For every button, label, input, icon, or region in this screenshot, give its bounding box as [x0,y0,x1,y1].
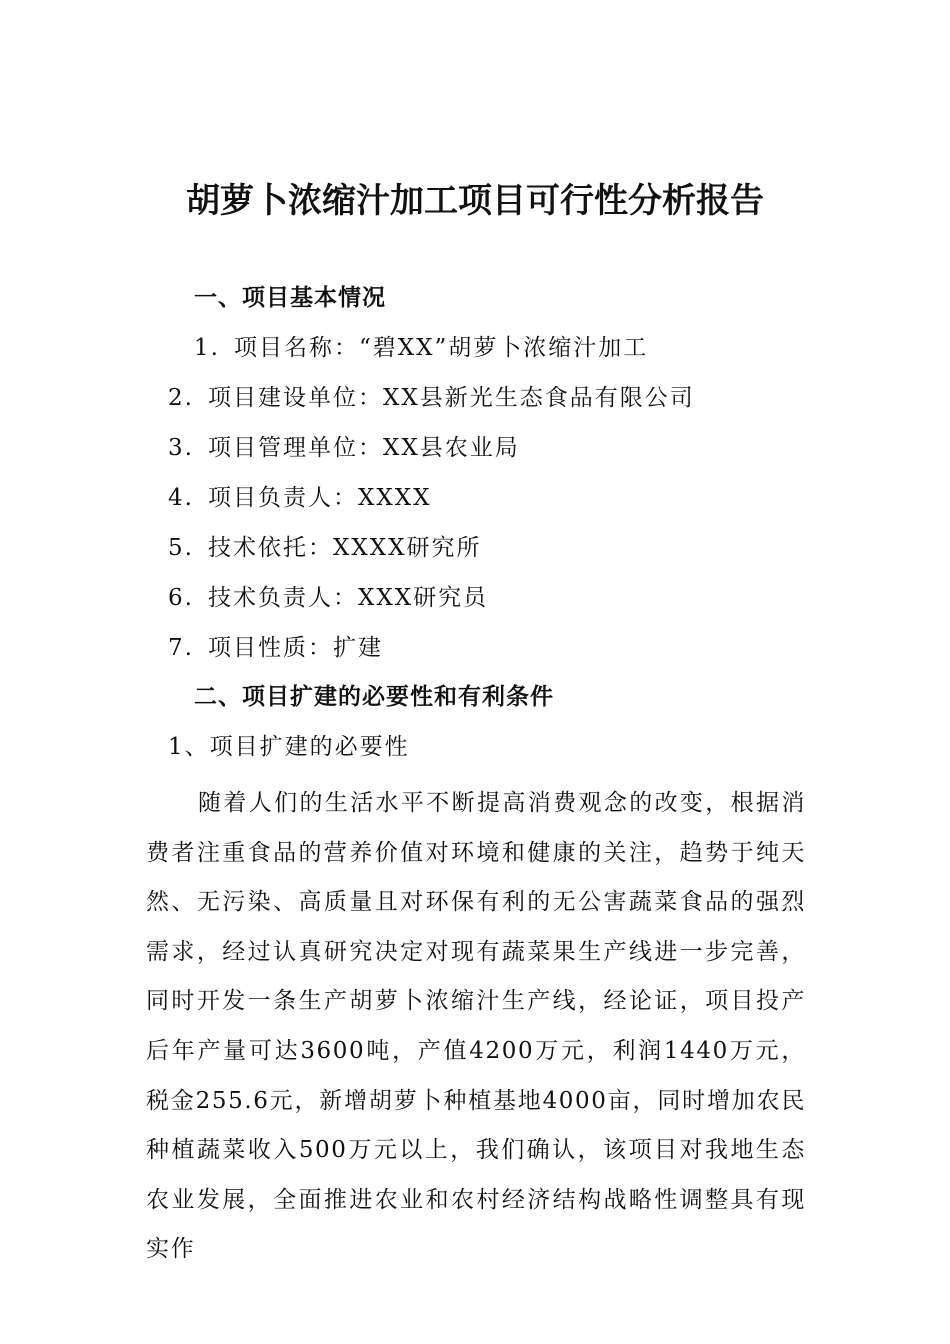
list-item-text: 项目名称：“碧XX”胡萝卜浓缩汁加工 [233,335,649,361]
section-heading-necessity: 二、项目扩建的必要性和有利条件 [194,684,554,710]
section-heading-basic-info: 一、项目基本情况 [194,285,386,311]
list-item-number: 7. [168,635,194,661]
body-paragraph: 随着人们的生活水平不断提高消费观念的改变，根据消费者注重食品的营养价值对环境和健康的关注，趋势于纯天然、无污染、高质量且对环保有利的无公害蔬菜食品的强烈需求，经过认真研究决定对现有蔬菜果生产线进一步完善，同时开发一条生产胡萝卜浓缩汁生产线，经论证，项目投产后年产量可达3600吨，产值4200万元，利润1440万元，税金255.6元，新增胡萝卜种植基地4000亩，同时增加农民种植蔬菜收入500万元以上，我们确认，该项目对我地生态农业发展，全面推进农业和农村经济结构战略性调整具有现实作 [146,790,806,1263]
list-item [194,330,648,366]
list-item-number: 3. [168,435,194,461]
list-item-text: 项目负责人：XXXX [207,485,432,511]
list-item [168,380,695,416]
list-item-text: 技术依托：XXXX研究所 [207,535,482,561]
list-item [168,530,481,566]
list-item-text: 项目建设单位：XX县新光生态食品有限公司 [207,385,695,411]
list-item-text: 项目管理单位：XX县农业局 [207,435,520,461]
list-item [168,430,520,466]
document-title: 胡萝卜浓缩汁加工项目可行性分析报告 [186,181,764,221]
list-item-text: 技术负责人：XXX研究员 [207,585,489,611]
list-item-number: 1. [194,335,220,361]
list-item-number: 6. [168,585,194,611]
list-item [168,580,488,616]
list-item-text: 项目性质：扩建 [207,635,383,661]
list-item [168,480,431,516]
list-item-number: 2. [168,385,194,411]
subsection-heading: 1、项目扩建的必要性 [168,734,410,760]
list-item-number: 4. [168,485,194,511]
list-item-number: 5. [168,535,194,561]
list-item [168,630,383,666]
